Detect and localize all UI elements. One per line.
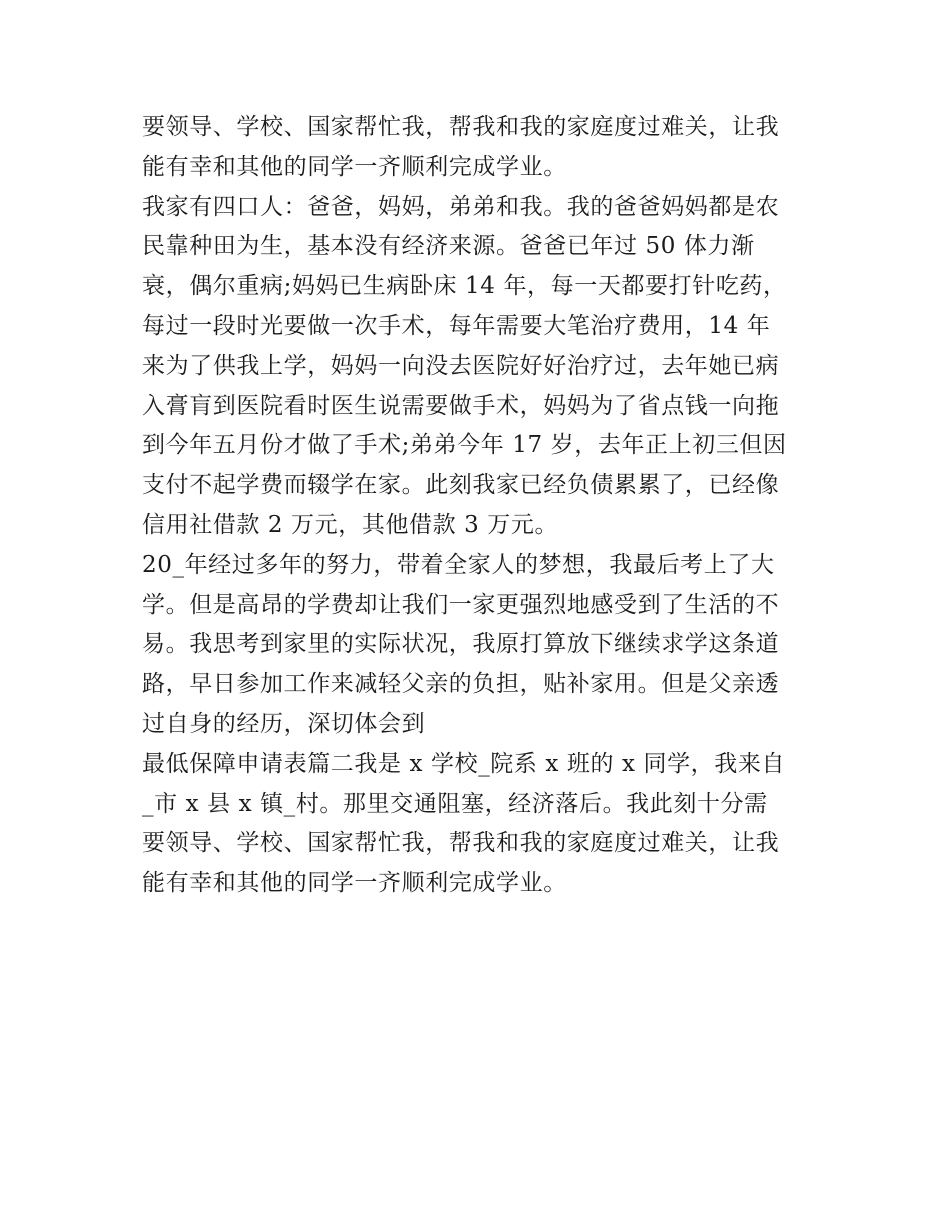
- text-line: 能有幸和其他的同学一齐顺利完成学业。: [142, 870, 567, 897]
- text-line: 每过一段时光要做一次手术，每年需要大笔治疗费用，14 年: [142, 312, 771, 339]
- text-line: 民靠种田为生，基本没有经济来源。爸爸已年过 50 体力渐: [142, 233, 755, 260]
- text-line: 学。但是高昂的学费却让我们一家更强烈地感受到了生活的不: [142, 591, 780, 618]
- text-line: 支付不起学费而辍学在家。此刻我家已经负债累累了，已经像: [142, 472, 780, 499]
- text-line: 要领导、学校、国家帮忙我，帮我和我的家庭度过难关，让我: [142, 114, 780, 140]
- text-line: 路，早日参加工作来减轻父亲的负担，贴补家用。但是父亲透: [142, 671, 780, 698]
- text-line: 要领导、学校、国家帮忙我，帮我和我的家庭度过难关，让我: [142, 830, 780, 857]
- text-line: 信用社借款 2 万元，其他借款 3 万元。: [142, 511, 559, 538]
- text-line: 能有幸和其他的同学一齐顺利完成学业。: [142, 153, 567, 180]
- text-line: 入膏肓到医院看时医生说需要做手术，妈妈为了省点钱一向拖: [142, 392, 780, 419]
- text-line: 过自身的经历，深切体会到: [142, 710, 426, 737]
- text-line: 到今年五月份才做了手术;弟弟今年 17 岁，去年正上初三但因: [142, 432, 787, 459]
- text-line: _市 x 县 x 镇_村。那里交通阻塞，经济落后。我此刻十分需: [142, 790, 768, 817]
- text-line: 来为了供我上学，妈妈一向没去医院好好治疗过，去年她已病: [142, 352, 780, 379]
- text-line: 20_年经过多年的努力，带着全家人的梦想，我最后考上了大: [142, 551, 775, 578]
- text-line: 衰，偶尔重病;妈妈已生病卧床 14 年，每一天都要打针吃药，: [142, 273, 787, 300]
- text-line: 最低保障申请表篇二我是 x 学校_院系 x 班的 x 同学，我来自: [142, 750, 786, 777]
- document-body: [142, 108, 822, 904]
- text-line: 易。我思考到家里的实际状况，我原打算放下继续求学这条道: [142, 631, 780, 658]
- text-line: 我家有四口人：爸爸，妈妈，弟弟和我。我的爸爸妈妈都是农: [142, 193, 780, 220]
